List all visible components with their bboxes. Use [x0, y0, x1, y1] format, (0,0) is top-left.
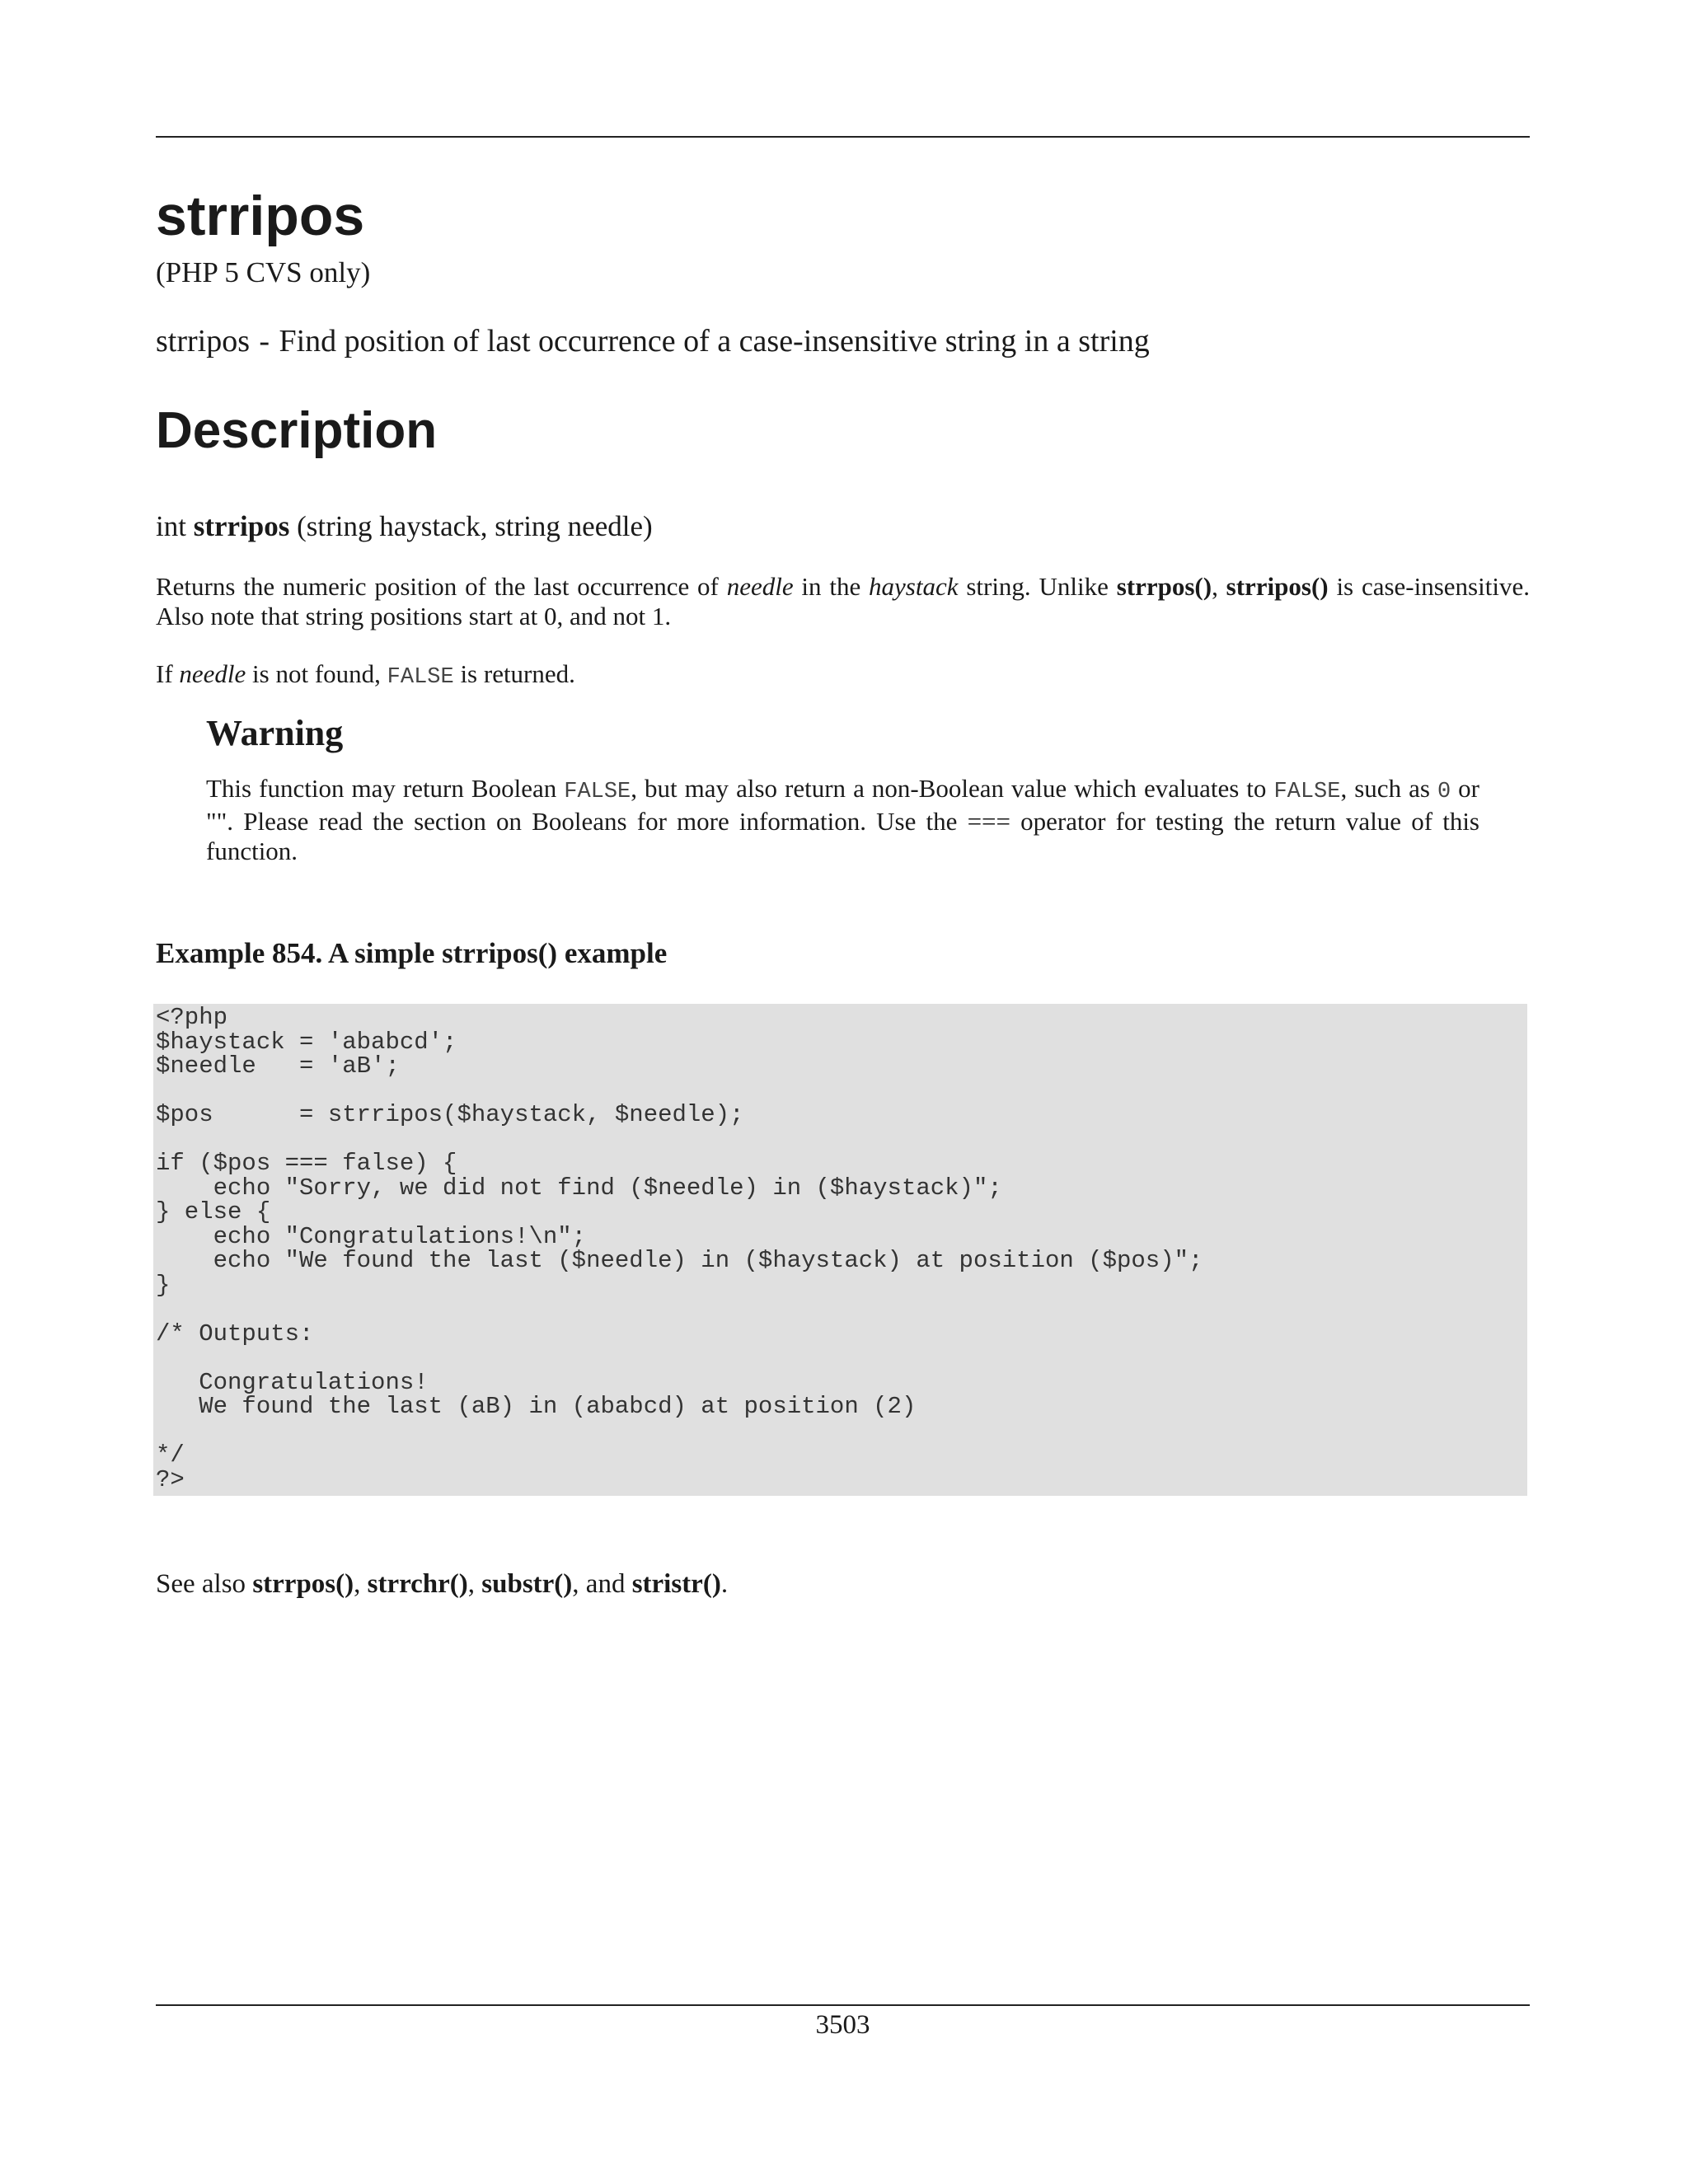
warning-box [206, 712, 1479, 866]
top-divider [156, 136, 1530, 138]
description-paragraph [156, 572, 1530, 631]
constant-false: FALSE [1273, 779, 1341, 804]
code-listing: <?php $haystack = 'ababcd'; $needle = 'aB'; $pos = strripos($haystack, $needle); if ($pos === false) { echo "Sorry, we did not find ($needle) in ($haystack)"; } else { echo "Congratulations!\n"; echo "We found the last ($needle) in ($haystack) at position ($pos)"; } /* Outputs: Congratulations! We found the last (aB) in (ababcd) at position (2) */ ?> [156, 1004, 1203, 1493]
text-run: is not found, [246, 659, 387, 688]
text-run: . [720, 1569, 729, 1599]
example-title: Example 854. A simple strripos() example [156, 937, 668, 969]
text-run: If [156, 659, 180, 688]
constant-false: FALSE [387, 665, 454, 690]
function-title: strripos [156, 185, 365, 247]
text-run: , but may also return a non-Boolean value which evaluates to [631, 773, 1274, 803]
text-run: See also [156, 1569, 253, 1599]
purpose-text: Find position of last occurrence of a case-insensitive string in a string [279, 324, 1150, 359]
text-run: , [354, 1569, 368, 1599]
text-run: , [1212, 572, 1226, 601]
literal-zero: 0 [1437, 779, 1451, 804]
see-also [156, 1568, 728, 1601]
text-run: is case-insensitive. Also note that string positions start at 0, and not 1. [156, 572, 1530, 630]
purpose-separator: - [259, 324, 270, 359]
text-run: is returned. [453, 659, 575, 688]
function-link-strrpos[interactable]: strrpos() [1116, 572, 1212, 601]
text-run: or "". Please read the section on Booleans for more information. Use the === operator for testing the return value of this function. [206, 773, 1480, 865]
warning-title: Warning [206, 713, 344, 753]
text-run: This function may return Boolean [206, 773, 565, 803]
param-needle: needle [179, 659, 246, 688]
function-purpose [156, 323, 1150, 361]
text-run: in the [793, 572, 870, 601]
constant-false: FALSE [564, 779, 631, 804]
param-haystack: haystack [869, 572, 959, 601]
param-needle: needle [726, 572, 794, 601]
text-run: , [467, 1569, 482, 1599]
function-ref-strripos: strripos() [1226, 572, 1329, 601]
text-run: Returns the numeric position of the last occurrence of [156, 572, 727, 601]
text-run: string. Unlike [958, 572, 1117, 601]
code-example [153, 1004, 1527, 1496]
see-also-link-substr[interactable]: substr() [481, 1569, 573, 1599]
synopsis-params: (string haystack, string needle) [297, 510, 653, 542]
warning-text [206, 774, 1479, 866]
version-note: (PHP 5 CVS only) [156, 256, 371, 288]
see-also-link-strrchr[interactable]: strrchr() [367, 1569, 468, 1599]
text-run: , and [572, 1569, 632, 1599]
synopsis-function-name: strripos [193, 510, 290, 542]
method-synopsis [156, 509, 653, 544]
see-also-link-stristr[interactable]: stristr() [631, 1569, 721, 1599]
not-found-paragraph [156, 659, 1530, 692]
see-also-link-strrpos[interactable]: strrpos() [252, 1569, 354, 1599]
text-run: , such as [1340, 773, 1437, 803]
return-type: int [156, 510, 186, 542]
page-number: 3503 [815, 2010, 870, 2040]
description-heading: Description [156, 402, 438, 459]
purpose-function-name: strripos [156, 324, 250, 359]
bottom-divider [156, 2004, 1530, 2006]
